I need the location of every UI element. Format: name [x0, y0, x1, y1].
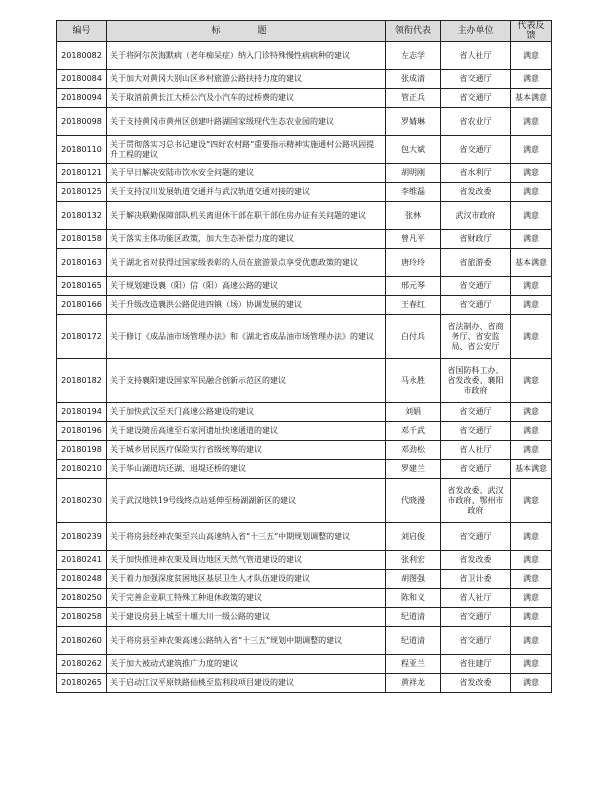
header-feedback: 代表反馈 — [511, 21, 552, 42]
host-unit-cell: 省交通厅 — [441, 89, 511, 108]
lead-representative-cell: 黄祥龙 — [386, 674, 441, 693]
proposal-title-cell: 关于加大对黄冈大别山区乡村旅游公路扶持力度的建议 — [107, 70, 386, 89]
table-row — [57, 89, 552, 108]
proposal-title-cell: 关于支持黄冈市黄州区创建叶路湖国家级现代生态农业园的建议 — [107, 108, 386, 136]
table-row — [57, 570, 552, 589]
host-unit-cell: 省人社厅 — [441, 441, 511, 460]
table-row — [57, 164, 552, 183]
host-unit-cell: 省财政厅 — [441, 230, 511, 249]
host-unit-cell: 省法制办、省商务厅、省安监局、省公安厅 — [441, 315, 511, 359]
proposal-title-cell: 关于落实主体功能区政策，加大生态补偿力度的建议 — [107, 230, 386, 249]
table-row — [57, 136, 552, 164]
proposal-table — [56, 20, 552, 693]
feedback-cell: 满意 — [511, 627, 552, 655]
proposal-id-cell: 20180166 — [57, 296, 107, 315]
table-row — [57, 230, 552, 249]
table-row — [57, 422, 552, 441]
table-row — [57, 183, 552, 202]
lead-representative-cell: 代晓漫 — [386, 479, 441, 523]
host-unit-cell: 省人社厅 — [441, 589, 511, 608]
lead-representative-cell: 刘启俊 — [386, 523, 441, 551]
proposal-title-cell: 关于华山湖道坑还湖、退堤还桥的建议 — [107, 460, 386, 479]
host-unit-cell: 省发改委 — [441, 551, 511, 570]
proposal-title-cell: 关于支持汉川发展轨道交通并与武汉轨道交通对接的建议 — [107, 183, 386, 202]
host-unit-cell: 省交通厅 — [441, 627, 511, 655]
proposal-title-cell: 关于湖北省对获得过国家级表彰的人员在旅游景点享受优惠政策的建议 — [107, 249, 386, 277]
header-lead-representative: 领衔代表 — [386, 21, 441, 42]
proposal-title-cell: 关于支持襄阳建设国家军民融合创新示范区的建议 — [107, 359, 386, 403]
proposal-title-cell: 关于加快武汉至天门高速公路建设的建议 — [107, 403, 386, 422]
feedback-cell: 满意 — [511, 441, 552, 460]
proposal-title-cell: 关于将阿尔茨海默病（老年痴呆症）纳入门诊特殊慢性病病种的建议 — [107, 42, 386, 70]
feedback-cell: 满意 — [511, 183, 552, 202]
proposal-id-cell: 20180082 — [57, 42, 107, 70]
lead-representative-cell: 张林 — [386, 202, 441, 230]
proposal-id-cell: 20180194 — [57, 403, 107, 422]
lead-representative-cell: 陈和义 — [386, 589, 441, 608]
lead-representative-cell: 李维磊 — [386, 183, 441, 202]
table-row — [57, 674, 552, 693]
host-unit-cell: 省住建厅 — [441, 655, 511, 674]
feedback-cell: 满意 — [511, 655, 552, 674]
proposal-title-cell: 关于取消前黄长江大桥公汽及小汽车的过桥费的建议 — [107, 89, 386, 108]
proposal-id-cell: 20180262 — [57, 655, 107, 674]
host-unit-cell: 省农业厅 — [441, 108, 511, 136]
lead-representative-cell: 唐玲玲 — [386, 249, 441, 277]
feedback-cell: 满意 — [511, 202, 552, 230]
proposal-id-cell: 20180182 — [57, 359, 107, 403]
proposal-title-cell: 关于早日解决安陆市饮水安全问题的建议 — [107, 164, 386, 183]
lead-representative-cell: 邓千武 — [386, 422, 441, 441]
feedback-cell: 基本满意 — [511, 89, 552, 108]
host-unit-cell: 省发改委 — [441, 183, 511, 202]
lead-representative-cell: 纪道清 — [386, 608, 441, 627]
host-unit-cell: 省旅游委 — [441, 249, 511, 277]
table-row — [57, 523, 552, 551]
lead-representative-cell: 左志学 — [386, 42, 441, 70]
host-unit-cell: 省交通厅 — [441, 608, 511, 627]
proposal-title-cell: 关于解决联勤保障部队机关离退休干部在职干部住房办证有关问题的建议 — [107, 202, 386, 230]
feedback-cell: 满意 — [511, 296, 552, 315]
feedback-cell: 满意 — [511, 230, 552, 249]
host-unit-cell: 省交通厅 — [441, 460, 511, 479]
feedback-cell: 满意 — [511, 70, 552, 89]
proposal-id-cell: 20180250 — [57, 589, 107, 608]
host-unit-cell: 省交通厅 — [441, 136, 511, 164]
lead-representative-cell: 张利宏 — [386, 551, 441, 570]
table-header-row — [57, 21, 552, 42]
proposal-title-cell: 关于城乡居民医疗保险实行省级统筹的建议 — [107, 441, 386, 460]
table-row — [57, 627, 552, 655]
feedback-cell: 满意 — [511, 277, 552, 296]
host-unit-cell: 省国防科工办、省发改委、襄阳市政府 — [441, 359, 511, 403]
lead-representative-cell: 纪道清 — [386, 627, 441, 655]
proposal-id-cell: 20180241 — [57, 551, 107, 570]
table-row — [57, 608, 552, 627]
proposal-id-cell: 20180198 — [57, 441, 107, 460]
table-row — [57, 249, 552, 277]
feedback-cell: 满意 — [511, 674, 552, 693]
proposal-id-cell: 20180210 — [57, 460, 107, 479]
proposal-title-cell: 关于启动江汉平原铁路仙桃至监利段项目建设的建议 — [107, 674, 386, 693]
proposal-id-cell: 20180239 — [57, 523, 107, 551]
header-host-unit: 主办单位 — [441, 21, 511, 42]
host-unit-cell: 省人社厅 — [441, 42, 511, 70]
proposal-id-cell: 20180265 — [57, 674, 107, 693]
host-unit-cell: 省卫计委 — [441, 570, 511, 589]
table-row — [57, 551, 552, 570]
host-unit-cell: 省交通厅 — [441, 523, 511, 551]
table-row — [57, 296, 552, 315]
host-unit-cell: 省交通厅 — [441, 422, 511, 441]
proposal-title-cell: 关于建设房县上城至十堰大川一级公路的建议 — [107, 608, 386, 627]
feedback-cell: 满意 — [511, 551, 552, 570]
lead-representative-cell: 张成清 — [386, 70, 441, 89]
proposal-title-cell: 关于加快推进神农架及周边地区天然气管道建设的建议 — [107, 551, 386, 570]
proposal-title-cell: 关于将房县至神农架高速公路纳入省“十三五”规划中期调整的建议 — [107, 627, 386, 655]
host-unit-cell: 武汉市政府 — [441, 202, 511, 230]
feedback-cell: 满意 — [511, 315, 552, 359]
lead-representative-cell: 包大斌 — [386, 136, 441, 164]
host-unit-cell: 省发改委、武汉市政府、鄂州市政府 — [441, 479, 511, 523]
feedback-cell: 满意 — [511, 570, 552, 589]
proposal-id-cell: 20180098 — [57, 108, 107, 136]
lead-representative-cell: 白付兵 — [386, 315, 441, 359]
lead-representative-cell: 胡图强 — [386, 570, 441, 589]
table-row — [57, 70, 552, 89]
proposal-title-cell: 关于升级改造襄洪公路促进四镇（场）协调发展的建议 — [107, 296, 386, 315]
feedback-cell: 满意 — [511, 403, 552, 422]
feedback-cell: 满意 — [511, 108, 552, 136]
proposal-title-cell: 关于贯彻落实习总书记建设“四好农村路”重要指示精神实施通村公路巩固提升工程的建议 — [107, 136, 386, 164]
feedback-cell: 满意 — [511, 359, 552, 403]
proposal-id-cell: 20180158 — [57, 230, 107, 249]
header-id: 编号 — [57, 21, 107, 42]
table-row — [57, 655, 552, 674]
lead-representative-cell: 邓劲松 — [386, 441, 441, 460]
proposal-title-cell: 关于将房县经神农架至兴山高速纳入省“十三五”中期规划调整的建议 — [107, 523, 386, 551]
table-row — [57, 202, 552, 230]
header-title: 标 题 — [107, 21, 386, 42]
host-unit-cell: 省发改委 — [441, 674, 511, 693]
host-unit-cell: 省水利厅 — [441, 164, 511, 183]
proposal-id-cell: 20180258 — [57, 608, 107, 627]
proposal-id-cell: 20180230 — [57, 479, 107, 523]
proposal-id-cell: 20180163 — [57, 249, 107, 277]
lead-representative-cell: 曾凡平 — [386, 230, 441, 249]
lead-representative-cell: 王春红 — [386, 296, 441, 315]
table-body — [57, 42, 552, 693]
proposal-title-cell: 关于建设随岳高速至石家河遗址快速通道的建议 — [107, 422, 386, 441]
feedback-cell: 满意 — [511, 523, 552, 551]
lead-representative-cell: 胡明刚 — [386, 164, 441, 183]
table-row — [57, 42, 552, 70]
lead-representative-cell: 刘娟 — [386, 403, 441, 422]
host-unit-cell: 省交通厅 — [441, 277, 511, 296]
table-row — [57, 441, 552, 460]
feedback-cell: 满意 — [511, 42, 552, 70]
lead-representative-cell: 马永胜 — [386, 359, 441, 403]
lead-representative-cell: 罗建兰 — [386, 460, 441, 479]
host-unit-cell: 省交通厅 — [441, 296, 511, 315]
table-row — [57, 403, 552, 422]
table-row — [57, 359, 552, 403]
proposal-id-cell: 20180121 — [57, 164, 107, 183]
proposal-title-cell: 关于修订《成品油市场管理办法》和《湖北省成品油市场管理办法》的建议 — [107, 315, 386, 359]
lead-representative-cell: 程亚兰 — [386, 655, 441, 674]
table-row — [57, 460, 552, 479]
feedback-cell: 满意 — [511, 608, 552, 627]
proposal-id-cell: 20180172 — [57, 315, 107, 359]
table-row — [57, 315, 552, 359]
proposal-title-cell: 关于规划建设襄（阳）信（阳）高速公路的建议 — [107, 277, 386, 296]
host-unit-cell: 省交通厅 — [441, 403, 511, 422]
proposal-id-cell: 20180248 — [57, 570, 107, 589]
lead-representative-cell: 邢元琴 — [386, 277, 441, 296]
lead-representative-cell: 管正兵 — [386, 89, 441, 108]
proposal-id-cell: 20180165 — [57, 277, 107, 296]
proposal-id-cell: 20180110 — [57, 136, 107, 164]
proposal-id-cell: 20180094 — [57, 89, 107, 108]
proposal-title-cell: 关于着力加强深度贫困地区基层卫生人才队伍建设的建议 — [107, 570, 386, 589]
feedback-cell: 满意 — [511, 589, 552, 608]
host-unit-cell: 省交通厅 — [441, 70, 511, 89]
proposal-id-cell: 20180084 — [57, 70, 107, 89]
feedback-cell: 基本满意 — [511, 249, 552, 277]
table-row — [57, 589, 552, 608]
feedback-cell: 满意 — [511, 479, 552, 523]
table-row — [57, 277, 552, 296]
feedback-cell: 满意 — [511, 164, 552, 183]
proposal-title-cell: 关于加大被动式建筑推广力度的建议 — [107, 655, 386, 674]
proposal-id-cell: 20180196 — [57, 422, 107, 441]
proposal-title-cell: 关于完善企业职工特殊工种退休政策的建议 — [107, 589, 386, 608]
proposal-id-cell: 20180132 — [57, 202, 107, 230]
feedback-cell: 满意 — [511, 422, 552, 441]
proposal-id-cell: 20180260 — [57, 627, 107, 655]
table-row — [57, 479, 552, 523]
table-row — [57, 108, 552, 136]
feedback-cell: 满意 — [511, 136, 552, 164]
proposal-id-cell: 20180125 — [57, 183, 107, 202]
lead-representative-cell: 罗婧琳 — [386, 108, 441, 136]
proposal-title-cell: 关于武汉地铁19号线终点站延伸至杨湖湖新区的建议 — [107, 479, 386, 523]
feedback-cell: 基本满意 — [511, 460, 552, 479]
